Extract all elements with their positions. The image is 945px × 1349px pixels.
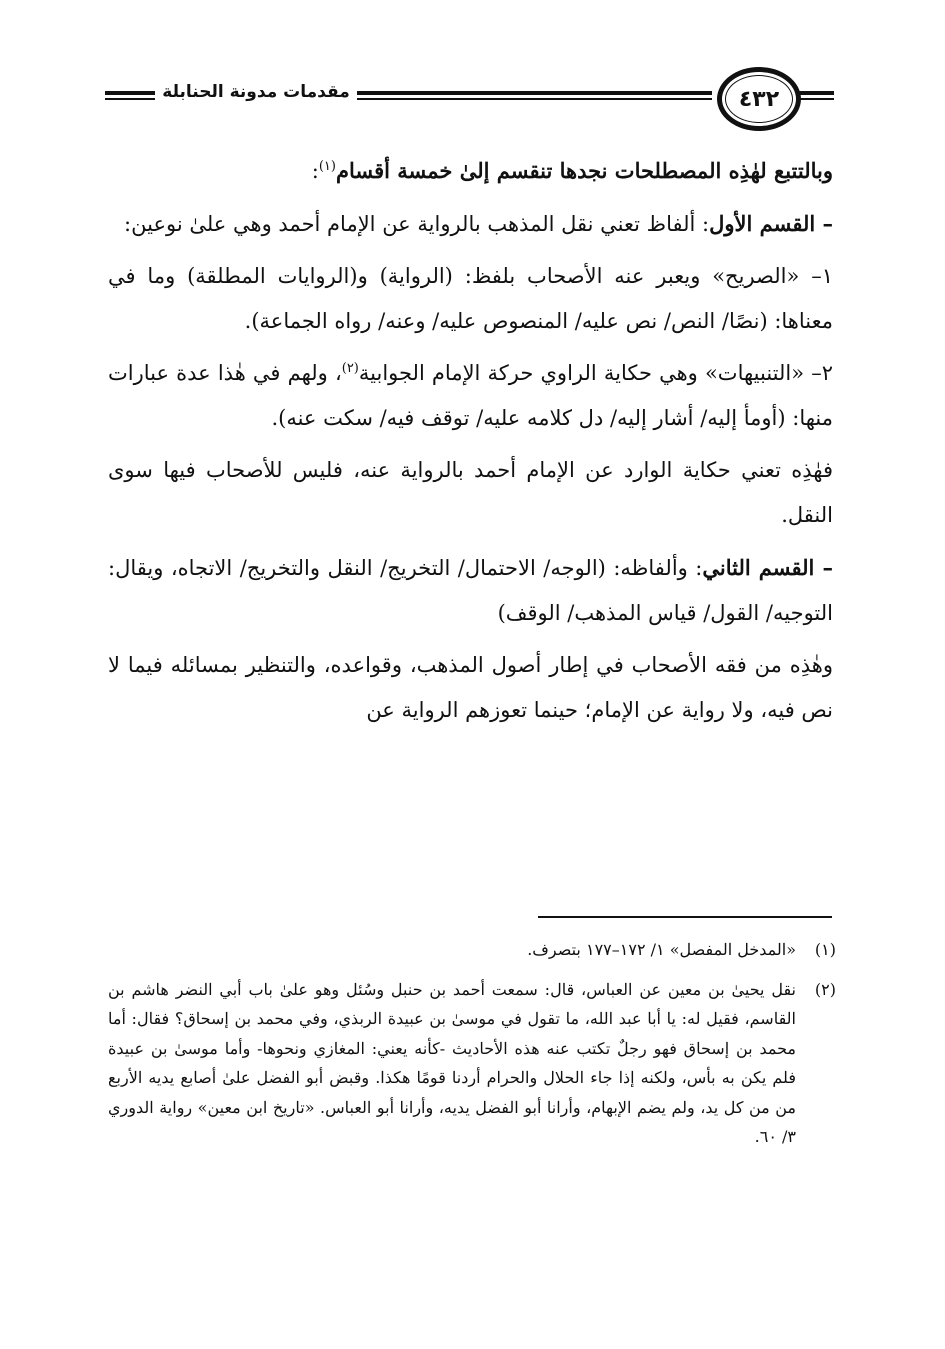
header-rule-right <box>799 91 834 95</box>
footnote-separator <box>538 916 832 918</box>
page-header <box>95 62 845 132</box>
section-1-text: : ألفاظ تعني نقل المذهب بالرواية عن الإمام أحمد وهي علىٰ نوعين: <box>124 212 710 236</box>
footnote-text: نقل يحيىٰ بن معين عن العباس، قال: سمعت أحمد بن حنبل وسُئل وهو علىٰ باب أبي النضر هاشم بن القاسم، فقيل له: يا أبا عبد الله، ما تقول في موسىٰ بن عبيدة الربذي، وفي محمد بن إسحاق؟ فقال: أما محمد بن إسحاق فهو رجلٌ تكتب عنه هذه الأحاديث -كأنه يعني: المغازي ونحوها- وأما موسىٰ بن عبيدة فلم يكن به بأس، ولكنه إذا جاء الحلال والحرام أردنا قومًا هكذا. وقبض أبو الفضل علىٰ أصابع يديه الأربع من من كل يد، ولم يضم الإبهام، وأرانا أبو الفضل يديه، وأرانا أبو العباس. «تاريخ ابن معين» رواية الدوري ٣/ ٦٠. <box>108 979 796 1146</box>
summary-paragraph: فهٰذِه تعني حكاية الوارد عن الإمام أحمد بالرواية عنه، فليس للأصحاب فيها سوى النقل. <box>108 458 833 527</box>
intro-paragraph <box>108 148 833 194</box>
intro-text: وبالتتبع لهٰذِه المصطلحات نجدها تنقسم إلىٰ خمسة أقسام <box>335 158 833 183</box>
footnote-number: (١) <box>814 940 836 959</box>
header-rule-left <box>105 91 155 95</box>
item-2-paragraph <box>108 351 833 441</box>
item-1-paragraph: ١– «الصريح» ويعبر عنه الأصحاب بلفظ: (الرواية) و(الروايات المطلقة) وما في معناها: (نصًا/ النص/ نص عليه/ المنصوص عليه/ وعنه/ رواه الجماعة). <box>108 264 833 333</box>
main-text <box>108 148 833 740</box>
section-1-paragraph <box>108 201 833 247</box>
footnote-number: (٢) <box>814 979 836 999</box>
section-2-description: وهٰذِه من فقه الأصحاب في إطار أصول المذهب، وقواعده، والتنظير بمسائله فيما لا نص فيه، ولا رواية عن الإمام؛ حينما تعوزهم الرواية عن <box>108 653 833 722</box>
section-2-heading: – القسم الثاني <box>702 555 833 580</box>
footnote-1 <box>108 935 836 965</box>
footnote-ref-1[interactable]: (١) <box>318 159 336 174</box>
intro-colon: : <box>311 159 319 183</box>
section-1-heading: – القسم الأول <box>709 211 833 236</box>
footnote-ref-2[interactable]: (٢) <box>341 361 359 376</box>
header-rule-middle-thin <box>357 98 712 100</box>
header-rule-right-thin <box>799 98 834 100</box>
header-rule-left-thin <box>105 98 155 100</box>
item-2-text-b: ، ولهم في هٰذا عدة عبارات منها: (أومأ إليه/ أشار إليه/ دل كلامه عليه/ توقف فيه/ سكت عنه). <box>108 361 833 430</box>
footnotes <box>108 935 836 1162</box>
section-2-paragraph <box>108 545 833 636</box>
item-2-text-a: ٢– «التنبيهات» وهي حكاية الراوي حركة الإمام الجوابية <box>358 361 833 385</box>
footnote-2 <box>108 975 836 1152</box>
page-number: ٤٣٢ <box>738 86 780 112</box>
running-title: مقدمات مدونة الحنابلة <box>162 82 350 102</box>
section-2-text: : وألفاظه: (الوجه/ الاحتمال/ التخريج/ النقل والتخريج/ الاتجاه، ويقال: التوجيه/ القول/ قياس المذهب/ الوقف) <box>108 556 833 625</box>
page-number-badge <box>717 67 801 131</box>
footnote-text: «المدخل المفصل» ١/ ١٧٢–١٧٧ بتصرف. <box>527 940 796 959</box>
header-rule-middle <box>357 91 712 95</box>
